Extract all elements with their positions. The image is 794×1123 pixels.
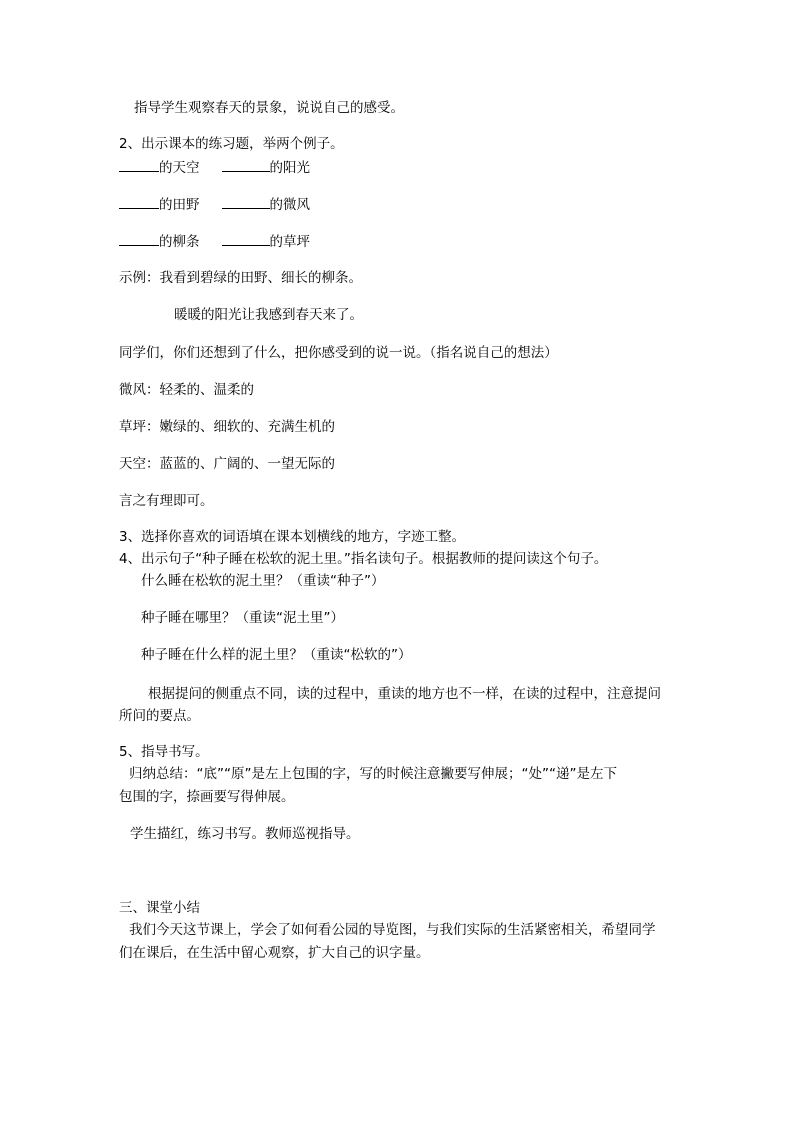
exercise-row-3 [119,231,310,252]
summary-line-1: 归纳总结：“底”“原”是左上包围的字，写的时候注意撇要写伸展；“处”“递”是左下 [129,766,617,782]
fill-blank [119,194,159,209]
intro-text: 指导学生观察春天的景象，说说自己的感受。 [134,100,404,116]
discussion-prompt: 同学们，你们还想到了什么，把你感受到的说一说。（指名说自己的想法） [119,345,558,361]
exercise-word: 的微风 [269,197,310,213]
exercise-word: 的阳光 [269,160,310,176]
step-5: 5、指导书写。 [119,744,209,760]
practice-text: 学生描红，练习书写。教师巡视指导。 [130,826,360,842]
step-2-title: 2、出示课本的练习题，举两个例子。 [119,136,344,152]
fill-blank [119,157,159,172]
answer-lawn: 草坪：嫩绿的、细软的、充满生机的 [119,419,335,435]
exercise-word: 的草坪 [269,234,310,250]
example-sentence-2: 暖暖的阳光让我感到春天来了。 [174,307,363,323]
question-1: 什么睡在松软的泥土里？（重读“种子”） [141,573,385,589]
fill-blank [222,194,270,209]
exercise-word: 的柳条 [159,234,200,250]
step-3: 3、选择你喜欢的词语填在课本划横线的地方，字迹工整。 [119,529,466,545]
exercise-word: 的天空 [159,160,200,176]
exercise-row-1 [119,157,310,178]
section-3-title: 三、课堂小结 [119,900,200,916]
explanation-line-1: 根据提问的侧重点不同，读的过程中，重读的地方也不一样，在读的过程中，注意提问 [148,686,661,702]
example-sentence-1: 示例：我看到碧绿的田野、细长的柳条。 [119,270,362,286]
exercise-word: 的田野 [159,197,200,213]
conclusion-line-1: 我们今天这节课上，学会了如何看公园的导览图，与我们实际的生活紧密相关，希望同学 [129,922,656,938]
fill-blank [119,231,159,246]
explanation-line-2: 所问的要点。 [119,708,200,724]
question-2: 种子睡在哪里？（重读“泥土里”） [141,610,344,626]
summary-line-2: 包围的字，捺画要写得伸展。 [119,789,295,805]
answer-breeze: 微风：轻柔的、温柔的 [119,382,254,398]
exercise-row-2 [119,194,310,215]
step-4: 4、出示句子“种子睡在松软的泥土里。”指名读句子。根据教师的提问读这个句子。 [119,551,608,567]
answer-sky: 天空：蓝蓝的、广阔的、一望无际的 [119,456,335,472]
reasonable-note: 言之有理即可。 [119,493,214,509]
fill-blank [222,231,270,246]
fill-blank [222,157,270,172]
question-3: 种子睡在什么样的泥土里？（重读“松软的”） [141,647,412,663]
conclusion-line-2: 们在课后，在生活中留心观察，扩大自己的识字量。 [119,945,430,961]
